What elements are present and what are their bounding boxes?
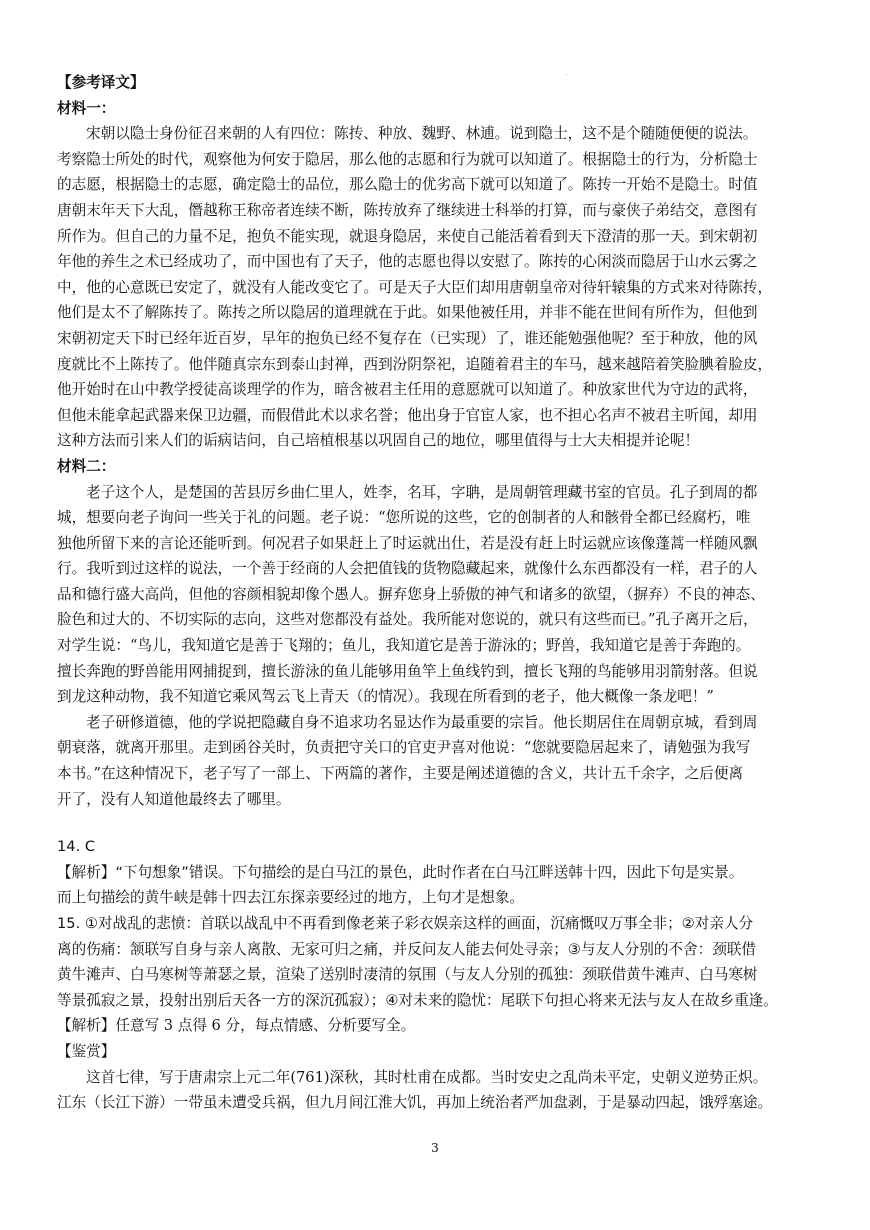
paragraph-line: 对学生说：“鸟儿，我知道它是善于飞翔的；鱼儿，我知道它是善于游泳的；野兽，我知道它是善于奔跑的。 xyxy=(57,637,751,655)
question-15-answer-line: 等景孤寂之景，投射出别后天各一方的深沉孤寂）；④对未来的隐忧：尾联下句担心将来无法与友人在故乡重逢。 xyxy=(57,991,778,1009)
paragraph-line: 独他所留下来的言论还能听到。何况君子如果赶上了时运就出仕，若是没有赶上时运就应该像蓬蒿一样随风飘 xyxy=(57,534,758,552)
paragraph-line: 考察隐士所处的时代，观察他为何安于隐居，那么他的志愿和行为就可以知道了。根据隐士的行为，分析隐士 xyxy=(57,150,758,168)
material-one-text xyxy=(57,121,825,454)
paragraph-line: 老子这个人，是楚国的苦县厉乡曲仁里人，姓李，名耳，字聃，是周朝管理藏书室的官员。孔子到周的都 xyxy=(86,483,758,501)
paragraph-line: 但他未能拿起武器来保卫边疆，而假借此术以求名誉；他出身于官宦人家，也不担心名声不被君主听闻，却用 xyxy=(57,406,758,424)
question-14-answer: 14. C xyxy=(57,838,96,856)
question-15-answer-line: 15. ①对战乱的悲愤：首联以战乱中不再看到像老莱子彩衣娱亲这样的画面，沉痛慨叹万事全非；②对亲人分 xyxy=(57,915,754,932)
paragraph-line: 行。我听到过这样的说法，一个善于经商的人会把值钱的货物隐藏起来，就像什么东西都没有一样，君子的人 xyxy=(57,560,758,578)
question-15-analysis: 【解析】任意写 3 点得 6 分，每点情感、分析要写全。 xyxy=(57,1017,416,1035)
material-one-title: 材料一： xyxy=(57,99,116,117)
paragraph-line: 开了，没有人知道他最终去了哪里。 xyxy=(57,790,291,808)
paragraph-line: 擅长奔跑的野兽能用网捕捉到，擅长游泳的鱼儿能够用鱼竿上鱼线钓到，擅长飞翔的鸟能够用羽箭射落。但说 xyxy=(57,662,758,680)
page-number: 3 xyxy=(431,1141,439,1155)
question-15-answer-line: 离的伤痛：颔联写自身与亲人离散、无家可归之痛，并反问友人能去何处寻亲；③与友人分别的不舍：颈联借 xyxy=(57,940,756,958)
paragraph-line: 品和德行盛大高尚，但他的容颜相貌却像个愚人。摒弃您身上骄傲的神气和诸多的欲望，（摒弃）不良的神态、 xyxy=(57,585,765,603)
question-14-analysis-line: 而上句描绘的黄牛峡是韩十四去江东探亲要经过的地方，上句才是想象。 xyxy=(57,889,525,907)
document-body xyxy=(57,70,825,1116)
paragraph-line: 脸色和过大的、不切实际的志向，这些对您都没有益处。我所能对您说的，就只有这些而已。”孔子离开之后， xyxy=(57,611,758,629)
paragraph-line: 城，想要向老子询问一些关于礼的问题。老子说：“您所说的这些，它的创制者的人和骸骨全都已经腐朽，唯 xyxy=(57,509,751,527)
paragraph-line: 他们是太不了解陈抟了。陈抟之所以隐居的道理就在于此。如果他被任用，并非不能在世间有所作为，但他到 xyxy=(57,304,758,322)
paragraph-line: 宋朝初定天下时已经年近百岁，早年的抱负已经不复存在（已实现）了，谁还能勉强他呢？至于种放，他的风 xyxy=(57,329,758,347)
paragraph-line: 所作为。但自己的力量不足，抱负不能实现，就退身隐居，来使自己能活着看到天下澄清的那一天。到宋朝初 xyxy=(57,227,758,245)
paragraph-line: 朝衰落，就离开那里。走到函谷关时，负责把守关口的官吏尹喜对他说：“您就要隐居起来了，请勉强为我写 xyxy=(57,739,751,757)
paragraph-line: 宋朝以隐士身份征召来朝的人有四位：陈抟、种放、魏野、林逋。说到隐士，这不是个随随便便的说法。 xyxy=(86,125,758,143)
paragraph-line: 本书。”在这种情况下，老子写了一部上、下两篇的著作，主要是阐述道德的含义，共计五千余字，之后便离 xyxy=(57,765,744,783)
material-two-text xyxy=(57,480,825,813)
paragraph-line: 这种方法而引来人们的诟病诘问，自己培植根基以巩固自己的地位，哪里值得与士大夫相提并论呢！ xyxy=(57,432,700,450)
paragraph-line: 老子研修道德，他的学说把隐藏自身不追求功名显达作为最重要的宗旨。他长期居住在周朝京城，看到周 xyxy=(86,713,758,731)
paragraph-line: 他开始时在山中教学授徒高谈理学的作为，暗含被君主任用的意愿就可以知道了。种放家世代为守边的武将， xyxy=(57,381,758,399)
paragraph-line: 度就比不上陈抟了。他伴随真宗东到泰山封禅，西到汾阴祭祀，追随着君主的车马，越来越陪着笑脸腆着脸皮， xyxy=(57,355,773,373)
question-14-analysis-line: 【解析】“下句想象”错误。下句描绘的是白马江的景色，此时作者在白马江畔送韩十四，因此下句是实景。 xyxy=(57,863,744,881)
question-15-answer-line: 黄牛滩声、白马寒树等萧瑟之景，渲染了送别时凄清的氛围（与友人分别的孤独：颈联借黄牛滩声、白马寒树 xyxy=(57,966,758,984)
paragraph-line: 的志愿，根据隐士的志愿，确定隐士的品位，那么隐士的优劣高下就可以知道了。陈抟一开始不是隐士。时值 xyxy=(57,176,758,194)
paragraph-line: 中，他的心意既已安定了，就没有人能改变它了。可是天子大臣们却用唐朝皇帝对待轩辕集的方式来对待陈抟， xyxy=(57,278,773,296)
paragraph-line: 到龙这种动物，我不知道它乘风驾云飞上青天（的情况）。我现在所看到的老子，他大概像一条龙吧！” xyxy=(57,688,714,706)
paragraph-line: 这首七律，写于唐肃宗上元二年(761)深秋，其时杜甫在成都。当时安史之乱尚未平定，史朝义逆势正炽。 xyxy=(86,1068,768,1086)
paragraph-line: 唐朝末年天下大乱，僭越称王称帝者连续不断，陈抟放弃了继续进士科举的打算，而与豪侠子弟结交，意图有 xyxy=(57,201,758,219)
paragraph-line: 江东（长江下游）一带虽未遭受兵祸，但九月间江淮大饥，再加上统治者严加盘剥，于是暴动四起，饿殍塞途。 xyxy=(57,1094,773,1112)
paragraph-line: 年他的养生之术已经成功了，而中国也有了天子，他的志愿也得以安慰了。陈抟的心闲淡而隐居于山水云雾之 xyxy=(57,253,758,271)
material-two-title: 材料二： xyxy=(57,457,116,475)
appreciation-title: 【鉴赏】 xyxy=(57,1042,116,1060)
section-header: 【参考译文】 xyxy=(57,74,145,91)
